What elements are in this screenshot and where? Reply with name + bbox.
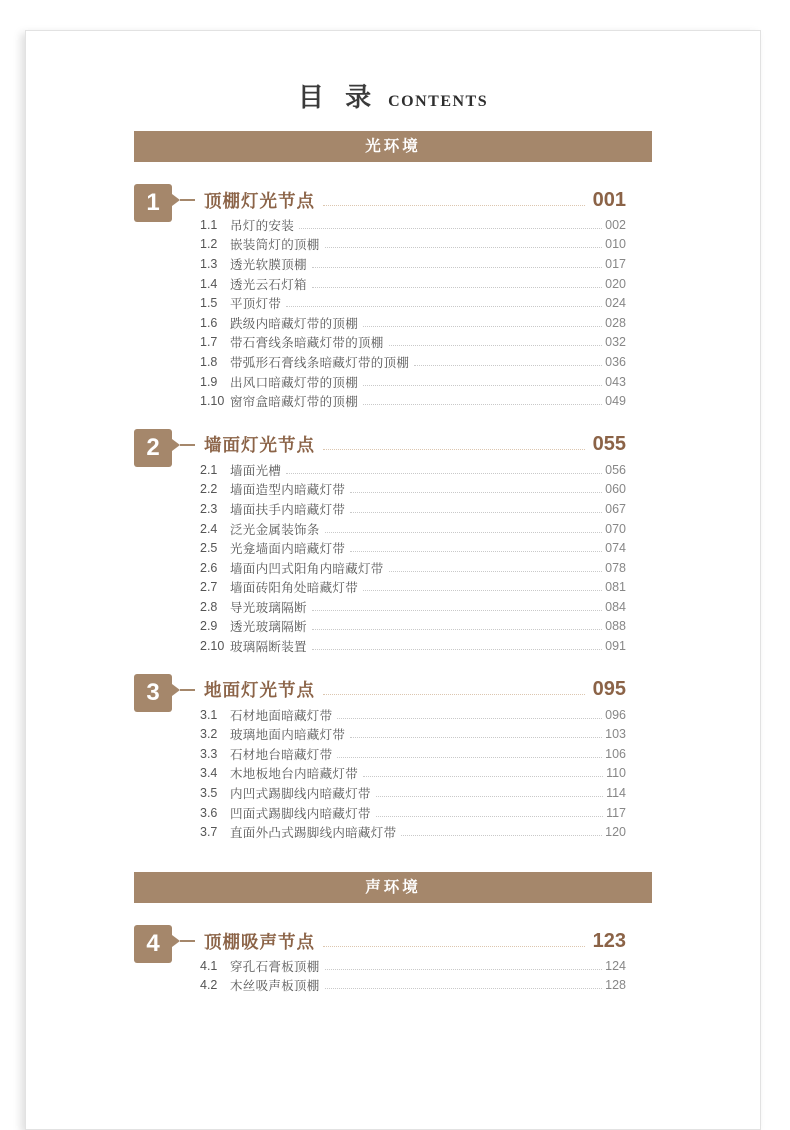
item-dot-leader xyxy=(363,404,602,405)
item-number: 1.8 xyxy=(200,354,218,369)
item-page-number: 032 xyxy=(605,335,626,350)
section-page-number: 095 xyxy=(592,678,626,701)
toc-page xyxy=(25,30,761,1130)
toc-item xyxy=(200,215,626,235)
toc-part xyxy=(26,131,760,842)
item-page-number: 017 xyxy=(605,256,626,271)
item-page-number: 074 xyxy=(605,541,626,556)
item-number: 2.9 xyxy=(200,619,218,634)
item-title: 凹面式踢脚线内暗藏灯带 xyxy=(230,806,371,821)
item-dot-leader xyxy=(286,473,602,474)
section-page-number: 001 xyxy=(592,188,626,211)
item-page-number: 028 xyxy=(605,315,626,330)
item-dot-leader xyxy=(299,228,602,229)
item-page-number: 049 xyxy=(605,394,626,409)
item-number: 2.7 xyxy=(200,580,218,595)
toc-item xyxy=(200,803,626,823)
toc-item xyxy=(200,822,626,842)
item-title: 石材地面暗藏灯带 xyxy=(230,708,333,723)
item-page-number: 024 xyxy=(605,296,626,311)
item-number: 2.4 xyxy=(200,521,218,536)
item-dot-leader xyxy=(312,287,602,288)
item-title: 直面外凸式踢脚线内暗藏灯带 xyxy=(230,826,397,841)
item-title: 墙面光槽 xyxy=(230,463,282,478)
section-title: 顶棚灯光节点 xyxy=(204,190,315,211)
item-title: 带石膏线条暗藏灯带的顶棚 xyxy=(230,336,384,351)
toc-item xyxy=(200,597,626,617)
item-number: 1.9 xyxy=(200,374,218,389)
toc-item xyxy=(200,480,626,500)
section-item-list xyxy=(200,215,626,411)
item-title: 内凹式踢脚线内暗藏灯带 xyxy=(230,787,371,802)
item-number: 2.5 xyxy=(200,541,218,556)
section-title: 地面灯光节点 xyxy=(204,680,315,701)
toc-item xyxy=(200,578,626,598)
toc-item xyxy=(200,558,626,578)
item-dot-leader xyxy=(312,610,602,611)
item-number: 1.7 xyxy=(200,335,218,350)
item-page-number: 036 xyxy=(605,354,626,369)
item-page-number: 120 xyxy=(605,825,626,840)
item-title: 导光玻璃隔断 xyxy=(230,600,307,615)
item-number: 3.4 xyxy=(200,766,218,781)
item-dot-leader xyxy=(325,988,603,989)
section-pointer-icon xyxy=(172,935,180,947)
item-number: 1.3 xyxy=(200,256,218,271)
toc-item xyxy=(200,783,626,803)
item-page-number: 084 xyxy=(605,599,626,614)
item-page-number: 060 xyxy=(605,482,626,497)
toc-part xyxy=(26,872,760,995)
toc-section xyxy=(26,924,760,995)
item-number: 2.10 xyxy=(200,639,225,654)
toc-item xyxy=(200,636,626,656)
item-title: 透光软膜顶棚 xyxy=(230,257,307,272)
section-pointer-icon xyxy=(172,684,180,696)
toc-item xyxy=(200,764,626,784)
item-title: 吊灯的安装 xyxy=(230,218,295,233)
item-title: 墙面造型内暗藏灯带 xyxy=(230,483,346,498)
item-dot-leader xyxy=(312,629,602,630)
item-dot-leader xyxy=(363,385,602,386)
item-dot-leader xyxy=(350,512,602,513)
item-dot-leader xyxy=(325,247,603,248)
part-band: 声环境 xyxy=(134,872,652,903)
section-connector-line xyxy=(180,444,195,446)
item-page-number: 067 xyxy=(605,501,626,516)
item-dot-leader xyxy=(337,718,602,719)
item-number: 4.2 xyxy=(200,978,218,993)
item-title: 窗帘盒暗藏灯带的顶棚 xyxy=(230,395,359,410)
item-title: 透光玻璃隔断 xyxy=(230,620,307,635)
section-page-number: 055 xyxy=(592,433,626,456)
item-dot-leader xyxy=(337,757,602,758)
item-page-number: 070 xyxy=(605,521,626,536)
item-number: 2.6 xyxy=(200,560,218,575)
item-number: 4.1 xyxy=(200,958,218,973)
item-number: 1.5 xyxy=(200,296,218,311)
toc-item xyxy=(200,538,626,558)
item-dot-leader xyxy=(350,737,602,738)
item-title: 墙面砖阳角处暗藏灯带 xyxy=(230,581,359,596)
item-page-number: 010 xyxy=(605,237,626,252)
item-title: 墙面扶手内暗藏灯带 xyxy=(230,502,346,517)
section-dot-leader xyxy=(323,946,585,947)
section-number-badge: 1 xyxy=(134,184,172,222)
toc-item xyxy=(200,705,626,725)
item-page-number: 114 xyxy=(606,786,626,801)
section-dot-leader xyxy=(323,694,585,695)
item-number: 3.6 xyxy=(200,805,218,820)
item-page-number: 078 xyxy=(605,560,626,575)
item-dot-leader xyxy=(389,345,603,346)
item-number: 3.7 xyxy=(200,825,218,840)
item-dot-leader xyxy=(350,551,602,552)
toc-item xyxy=(200,333,626,353)
section-title: 墙面灯光节点 xyxy=(204,435,315,456)
item-number: 2.3 xyxy=(200,501,218,516)
toc-item xyxy=(200,391,626,411)
item-page-number: 106 xyxy=(605,746,626,761)
section-dot-leader xyxy=(323,449,585,450)
item-title: 穿孔石膏板顶棚 xyxy=(230,959,320,974)
toc-item xyxy=(200,976,626,996)
section-connector-line xyxy=(180,940,195,942)
item-page-number: 043 xyxy=(605,374,626,389)
toc-item xyxy=(200,372,626,392)
item-title: 木丝吸声板顶棚 xyxy=(230,979,320,994)
toc-item xyxy=(200,235,626,255)
item-number: 1.2 xyxy=(200,237,218,252)
item-number: 1.6 xyxy=(200,315,218,330)
item-page-number: 056 xyxy=(605,462,626,477)
item-dot-leader xyxy=(363,326,602,327)
toc-body xyxy=(26,131,760,995)
item-dot-leader xyxy=(401,835,602,836)
toc-title-chinese: 目 录 xyxy=(297,82,379,112)
item-dot-leader xyxy=(325,969,603,970)
item-number: 3.3 xyxy=(200,746,218,761)
item-title: 墙面内凹式阳角内暗藏灯带 xyxy=(230,561,384,576)
item-page-number: 128 xyxy=(605,978,626,993)
item-title: 石材地台暗藏灯带 xyxy=(230,747,333,762)
item-number: 1.10 xyxy=(200,394,225,409)
item-number: 1.1 xyxy=(200,217,218,232)
item-dot-leader xyxy=(286,306,602,307)
toc-item xyxy=(200,293,626,313)
item-dot-leader xyxy=(363,776,603,777)
item-dot-leader xyxy=(363,590,602,591)
item-number: 3.1 xyxy=(200,707,218,722)
toc-item xyxy=(200,617,626,637)
item-title: 泛光金属装饰条 xyxy=(230,522,320,537)
item-dot-leader xyxy=(376,816,603,817)
section-pointer-icon xyxy=(172,439,180,451)
item-dot-leader xyxy=(325,532,603,533)
item-dot-leader xyxy=(414,365,602,366)
item-page-number: 020 xyxy=(605,276,626,291)
toc-section xyxy=(26,183,760,411)
item-page-number: 103 xyxy=(605,727,626,742)
toc-section xyxy=(26,428,760,656)
item-title: 平顶灯带 xyxy=(230,297,282,312)
section-page-number: 123 xyxy=(592,929,626,952)
toc-item xyxy=(200,313,626,333)
toc-item xyxy=(200,352,626,372)
item-title: 嵌装筒灯的顶棚 xyxy=(230,238,320,253)
item-number: 3.2 xyxy=(200,727,218,742)
item-dot-leader xyxy=(312,267,602,268)
item-page-number: 088 xyxy=(605,619,626,634)
item-title: 玻璃地面内暗藏灯带 xyxy=(230,728,346,743)
item-dot-leader xyxy=(389,571,603,572)
item-page-number: 110 xyxy=(606,766,626,781)
item-title: 透光云石灯箱 xyxy=(230,277,307,292)
section-number-badge: 3 xyxy=(134,674,172,712)
toc-item xyxy=(200,956,626,976)
toc-section xyxy=(26,673,760,842)
item-number: 2.8 xyxy=(200,599,218,614)
section-connector-line xyxy=(180,689,195,691)
item-number: 1.4 xyxy=(200,276,218,291)
toc-item xyxy=(200,744,626,764)
section-title: 顶棚吸声节点 xyxy=(204,931,315,952)
item-page-number: 096 xyxy=(605,707,626,722)
toc-item xyxy=(200,460,626,480)
page-title xyxy=(26,31,760,111)
section-pointer-icon xyxy=(172,194,180,206)
item-title: 光龛墙面内暗藏灯带 xyxy=(230,542,346,557)
item-number: 2.1 xyxy=(200,462,218,477)
item-page-number: 002 xyxy=(605,217,626,232)
item-number: 2.2 xyxy=(200,482,218,497)
item-page-number: 081 xyxy=(605,580,626,595)
toc-item xyxy=(200,274,626,294)
part-band: 光环境 xyxy=(134,131,652,162)
toc-item xyxy=(200,519,626,539)
section-dot-leader xyxy=(323,205,585,206)
item-title: 出风口暗藏灯带的顶棚 xyxy=(230,375,359,390)
item-title: 玻璃隔断装置 xyxy=(230,640,307,655)
section-number-badge: 4 xyxy=(134,925,172,963)
item-title: 木地板地台内暗藏灯带 xyxy=(230,767,359,782)
toc-item xyxy=(200,724,626,744)
toc-title-english: CONTENTS xyxy=(388,93,489,110)
toc-item xyxy=(200,254,626,274)
item-dot-leader xyxy=(350,492,602,493)
section-connector-line xyxy=(180,199,195,201)
item-title: 跌级内暗藏灯带的顶棚 xyxy=(230,316,359,331)
item-dot-leader xyxy=(312,649,602,650)
section-item-list xyxy=(200,705,626,842)
item-page-number: 091 xyxy=(605,639,626,654)
section-number-badge: 2 xyxy=(134,429,172,467)
item-number: 3.5 xyxy=(200,786,218,801)
section-item-list xyxy=(200,956,626,995)
item-title: 带弧形石膏线条暗藏灯带的顶棚 xyxy=(230,355,410,370)
item-page-number: 117 xyxy=(606,805,626,820)
section-item-list xyxy=(200,460,626,656)
item-page-number: 124 xyxy=(605,958,626,973)
item-dot-leader xyxy=(376,796,603,797)
toc-item xyxy=(200,499,626,519)
